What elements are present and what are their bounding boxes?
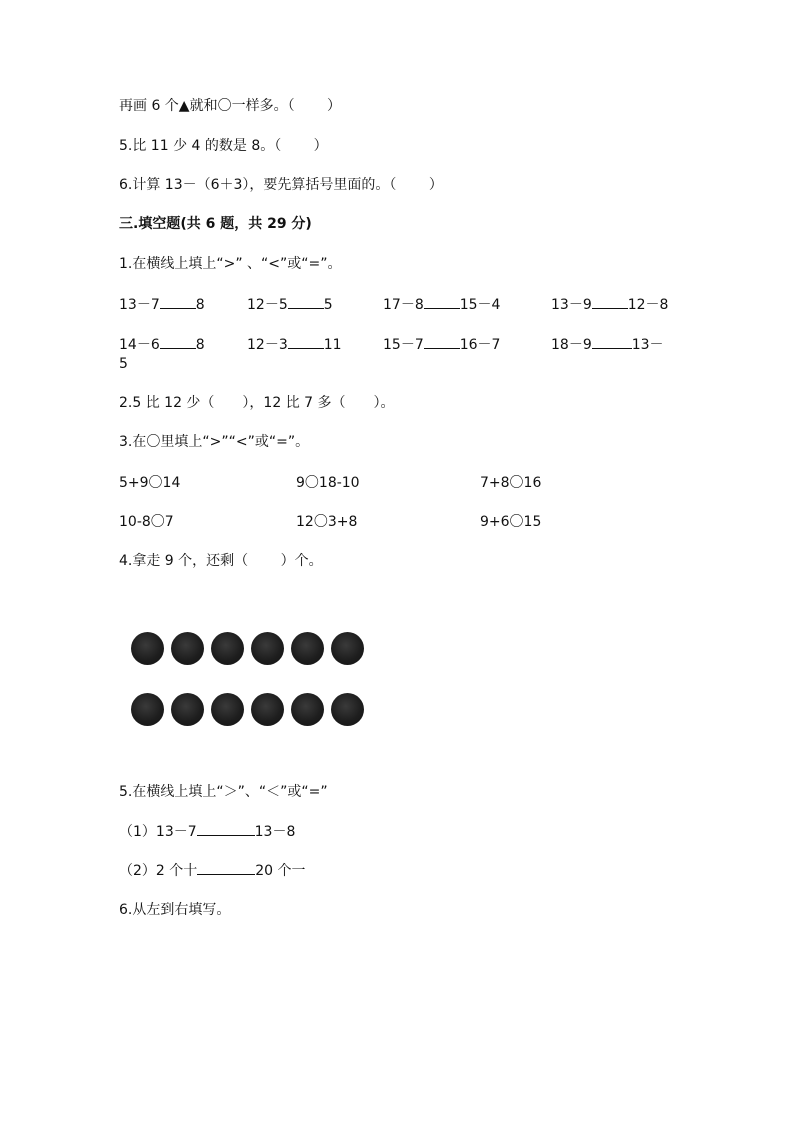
dots-figure (131, 632, 364, 754)
q1-r1-c2: 12－5 5 (247, 294, 333, 315)
q5-title: 5.在横线上填上“＞”、“＜”或“=” (119, 784, 328, 800)
dot (171, 632, 204, 665)
q3-r2-c2: 12〇3+8 (296, 514, 358, 530)
q1-r2-c4: 18－9 13－ (551, 334, 664, 355)
answer-blank[interactable] (424, 294, 460, 309)
q1-r1-c4: 13－9 12－8 (551, 294, 668, 315)
q1-r2-c1: 14－6 8 (119, 334, 205, 355)
q5-part-a: （1）13－7 13－8 (119, 821, 295, 842)
q3-r2-c3: 9+6〇15 (480, 514, 542, 530)
q1-r1-c3: 17－8 15－4 (383, 294, 500, 315)
answer-blank[interactable] (197, 821, 255, 836)
judge-item4-tail: 再画 6 个▲就和〇一样多。（ ） (119, 98, 342, 114)
dot (211, 632, 244, 665)
q3-r1-c3: 7+8〇16 (480, 475, 542, 491)
q3-r2-c1: 10-8〇7 (119, 514, 174, 530)
q6: 6.从左到右填写。 (119, 902, 231, 918)
q3-title: 3.在〇里填上“>”“<”或“=”。 (119, 434, 310, 450)
dot-row-bottom (131, 693, 364, 726)
dot (291, 693, 324, 726)
q4-title: 4.拿走 9 个，还剩（ ）个。 (119, 553, 323, 569)
q3-r1-c2: 9〇18-10 (296, 475, 360, 491)
q1-r2-wrap: 5 (119, 356, 128, 372)
answer-blank[interactable] (592, 334, 632, 349)
dot (291, 632, 324, 665)
judge-item6: 6.计算 13－（6＋3），要先算括号里面的。（ ） (119, 177, 443, 193)
dot (251, 632, 284, 665)
q1-title: 1.在横线上填上“>” 、“<”或“=”。 (119, 256, 342, 272)
dot (211, 693, 244, 726)
judge-item5: 5.比 11 少 4 的数是 8。（ ） (119, 138, 328, 154)
answer-blank[interactable] (592, 294, 628, 309)
dot-row-top (131, 632, 364, 665)
dot (331, 632, 364, 665)
q2: 2.5 比 12 少（ ），12 比 7 多（ ）。 (119, 395, 395, 411)
dot (331, 693, 364, 726)
q1-r1-c1: 13－7 8 (119, 294, 205, 315)
section-title: 三.填空题(共 6 题，共 29 分) (119, 216, 312, 232)
dot (131, 632, 164, 665)
answer-blank[interactable] (197, 860, 255, 875)
q1-r2-c2: 12－3 11 (247, 334, 342, 355)
answer-blank[interactable] (288, 334, 324, 349)
answer-blank[interactable] (424, 334, 460, 349)
q1-r2-c3: 15－7 16－7 (383, 334, 500, 355)
answer-blank[interactable] (288, 294, 324, 309)
dot (131, 693, 164, 726)
q3-r1-c1: 5+9〇14 (119, 475, 181, 491)
dot (251, 693, 284, 726)
q5-part-b: （2）2 个十 20 个一 (119, 860, 306, 881)
dot (171, 693, 204, 726)
answer-blank[interactable] (160, 294, 196, 309)
answer-blank[interactable] (160, 334, 196, 349)
